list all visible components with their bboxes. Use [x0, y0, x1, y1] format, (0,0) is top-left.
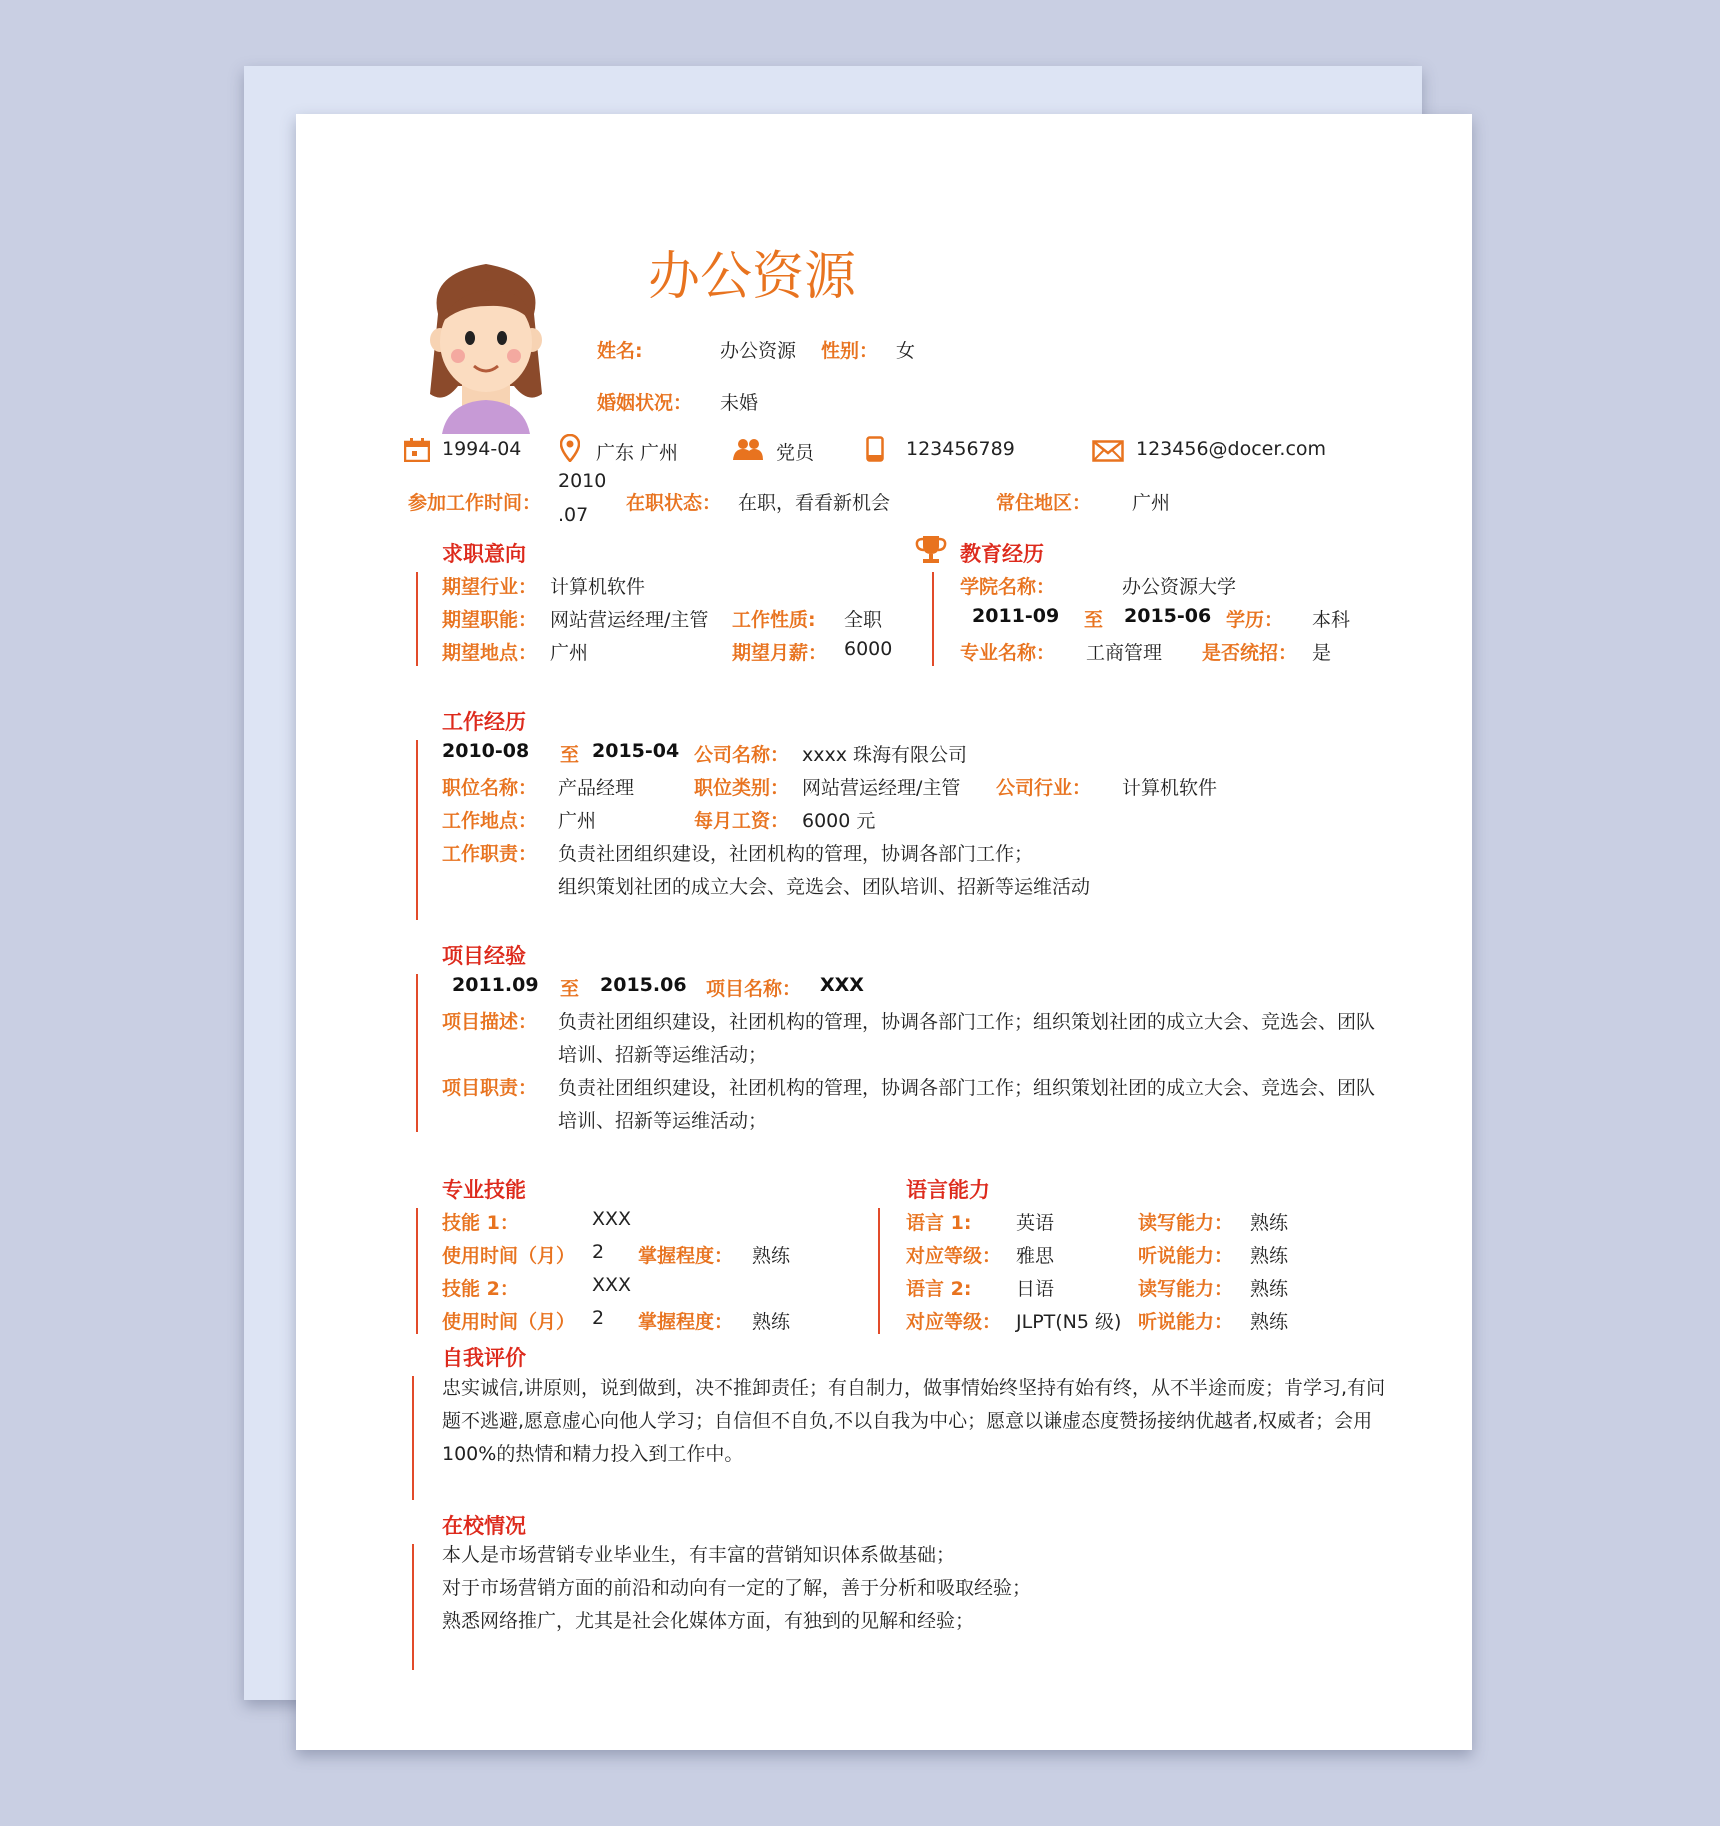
school-line: [412, 1544, 414, 1670]
project-start-date: 2011.09: [452, 974, 539, 996]
avatar: [418, 254, 554, 434]
company-label: 公司名称：: [694, 744, 790, 766]
nature-label: 工作性质:: [732, 609, 816, 631]
skill-2-level-label: 掌握程度：: [638, 1311, 734, 1333]
self-eval-title: 自我评价: [442, 1346, 526, 1370]
job-title-label: 职位名称：: [442, 777, 538, 799]
education-title: 教育经历: [960, 542, 1044, 566]
school-label: 学院名称：: [960, 576, 1056, 598]
project-duty-line-2: 培训、招新等运维活动；: [558, 1110, 768, 1132]
work-start-label: 参加工作时间：: [408, 492, 542, 514]
degree-label: 学历：: [1226, 609, 1284, 631]
work-start-date: 2010-08: [442, 740, 530, 762]
skill-2-level-value: 熟练: [752, 1311, 791, 1333]
lang-2-ls-label: 听说能力：: [1138, 1311, 1234, 1333]
project-desc-line-2: 培训、招新等运维活动；: [558, 1044, 768, 1066]
political-value: 党员: [776, 442, 815, 464]
education-line: [932, 572, 934, 666]
major-label: 专业名称：: [960, 642, 1056, 664]
school-line-2: 对于市场营销方面的前沿和动向有一定的了解，善于分析和吸取经验；: [442, 1577, 1032, 1599]
skill-1-time-label: 使用时间（月）: [442, 1245, 576, 1267]
lang-2-label: 语言 2:: [906, 1278, 972, 1300]
project-desc-label: 项目描述：: [442, 1011, 538, 1033]
residence-value: 广州: [1132, 492, 1171, 514]
unified-label: 是否统招：: [1202, 642, 1298, 664]
marital-label: 婚姻状况：: [597, 392, 693, 414]
lang-2-ls-value: 熟练: [1250, 1311, 1289, 1333]
lang-2-grade-label: 对应等级：: [906, 1311, 1002, 1333]
work-duty-line-2: 组织策划社团的成立大会、竞选会、团队培训、招新等运维活动: [558, 876, 1091, 898]
position-value: 网站营运经理/主管: [550, 609, 709, 631]
company-industry-value: 计算机软件: [1122, 777, 1218, 799]
project-to: 至: [560, 978, 580, 1000]
job-title-value: 产品经理: [558, 777, 635, 799]
lang-1-value: 英语: [1016, 1212, 1055, 1234]
place-value: 广州: [550, 642, 589, 664]
lang-1-grade-value: 雅思: [1016, 1245, 1055, 1267]
gender-label: 性别：: [821, 340, 879, 362]
lang-2-value: 日语: [1016, 1278, 1055, 1300]
category-value: 网站营运经理/主管: [802, 777, 961, 799]
school-line-1: 本人是市场营销专业毕业生，有丰富的营销知识体系做基础；: [442, 1544, 956, 1566]
industry-label: 期望行业：: [442, 576, 538, 598]
edu-to: 至: [1084, 609, 1104, 631]
work-end-date: 2015-04: [592, 740, 680, 762]
self-eval-line-1: 忠实诚信,讲原则，说到做到，决不推卸责任；有自制力，做事情始终坚持有始有终，从不半途而废；肯学习,有问: [442, 1377, 1386, 1399]
company-industry-label: 公司行业：: [996, 777, 1092, 799]
company-value: xxxx 珠海有限公司: [802, 744, 968, 766]
degree-value: 本科: [1312, 609, 1351, 631]
school-value: 办公资源大学: [1122, 576, 1237, 598]
work-start-value-2: .07: [558, 504, 589, 526]
school-line-3: 熟悉网络推广，尤其是社会化媒体方面，有独到的见解和经验；: [442, 1610, 975, 1632]
work-start-value-1: 2010: [558, 470, 607, 492]
languages-title: 语言能力: [906, 1178, 990, 1202]
skill-2-label: 技能 2：: [442, 1278, 519, 1300]
place-label: 期望地点：: [442, 642, 538, 664]
work-title: 工作经历: [442, 710, 526, 734]
self-eval-line: [412, 1376, 414, 1500]
monthly-salary-label: 每月工资：: [694, 810, 790, 832]
skill-2-time-label: 使用时间（月）: [442, 1311, 576, 1333]
email-value: 123456@docer.com: [1136, 438, 1327, 460]
skill-1-time-value: 2: [592, 1241, 605, 1263]
trophy-icon: [914, 534, 948, 564]
location-pin-icon: [560, 434, 580, 462]
calendar-icon: [404, 438, 430, 462]
people-icon: [732, 438, 764, 460]
name-label: 姓名:: [597, 340, 643, 362]
salary-value: 6000: [844, 638, 893, 660]
skills-line: [416, 1208, 418, 1334]
monthly-salary-value: 6000 元: [802, 810, 876, 832]
unified-value: 是: [1312, 642, 1332, 664]
project-duty-label: 项目职责：: [442, 1077, 538, 1099]
job-status-value: 在职，看看新机会: [738, 492, 891, 514]
major-value: 工商管理: [1086, 642, 1163, 664]
phone-icon: [866, 436, 884, 462]
work-duty-label: 工作职责：: [442, 843, 538, 865]
lang-1-ls-value: 熟练: [1250, 1245, 1289, 1267]
edu-start-date: 2011-09: [972, 605, 1060, 627]
work-place-label: 工作地点：: [442, 810, 538, 832]
skills-title: 专业技能: [442, 1178, 526, 1202]
job-status-label: 在职状态：: [626, 492, 722, 514]
skill-1-value: XXX: [592, 1208, 632, 1230]
resume-page: [296, 114, 1472, 1750]
self-eval-line-3: 100%的热情和精力投入到工作中。: [442, 1443, 744, 1465]
work-duty-line-1: 负责社团组织建设，社团机构的管理，协调各部门工作；: [558, 843, 1034, 865]
work-line: [416, 740, 418, 920]
lang-2-rw-value: 熟练: [1250, 1278, 1289, 1300]
lang-1-ls-label: 听说能力：: [1138, 1245, 1234, 1267]
phone-value: 123456789: [906, 438, 1015, 460]
marital-value: 未婚: [720, 392, 759, 414]
project-name-label: 项目名称：: [706, 978, 802, 1000]
skill-2-time-value: 2: [592, 1307, 605, 1329]
work-to: 至: [560, 744, 580, 766]
lang-1-rw-value: 熟练: [1250, 1212, 1289, 1234]
residence-label: 常住地区：: [996, 492, 1092, 514]
gender-value: 女: [896, 340, 916, 362]
lang-1-rw-label: 读写能力：: [1138, 1212, 1234, 1234]
name-value: 办公资源: [720, 340, 797, 362]
languages-line: [878, 1208, 880, 1334]
skill-1-level-value: 熟练: [752, 1245, 791, 1267]
work-place-value: 广州: [558, 810, 597, 832]
lang-2-grade-value: JLPT(N5 级): [1016, 1311, 1122, 1333]
location-value: 广东 广州: [596, 442, 679, 464]
lang-1-grade-label: 对应等级：: [906, 1245, 1002, 1267]
project-desc-line-1: 负责社团组织建设，社团机构的管理，协调各部门工作；组织策划社团的成立大会、竞选会、团队: [558, 1011, 1376, 1033]
position-label: 期望职能：: [442, 609, 538, 631]
mail-icon: [1092, 440, 1124, 462]
page-title: 办公资源: [648, 247, 857, 307]
category-label: 职位类别：: [694, 777, 790, 799]
birth-value: 1994-04: [442, 438, 522, 460]
project-duty-line-1: 负责社团组织建设，社团机构的管理，协调各部门工作；组织策划社团的成立大会、竞选会、团队: [558, 1077, 1376, 1099]
project-name-value: XXX: [820, 974, 864, 996]
skill-2-value: XXX: [592, 1274, 632, 1296]
skill-1-label: 技能 1：: [442, 1212, 519, 1234]
project-title: 项目经验: [442, 944, 526, 968]
job-intention-title: 求职意向: [442, 542, 526, 566]
salary-label: 期望月薪：: [732, 642, 828, 664]
job-intention-line: [416, 572, 418, 666]
lang-2-rw-label: 读写能力：: [1138, 1278, 1234, 1300]
skill-1-level-label: 掌握程度：: [638, 1245, 734, 1267]
industry-value: 计算机软件: [550, 576, 646, 598]
nature-value: 全职: [844, 609, 883, 631]
project-line: [416, 974, 418, 1132]
lang-1-label: 语言 1:: [906, 1212, 972, 1234]
project-end-date: 2015.06: [600, 974, 687, 996]
school-title: 在校情况: [442, 1514, 526, 1538]
self-eval-line-2: 题不逃避,愿意虚心向他人学习；自信但不自负,不以自我为中心；愿意以谦虚态度赞扬接纳优越者,权威者；会用: [442, 1410, 1373, 1432]
edu-end-date: 2015-06: [1124, 605, 1212, 627]
